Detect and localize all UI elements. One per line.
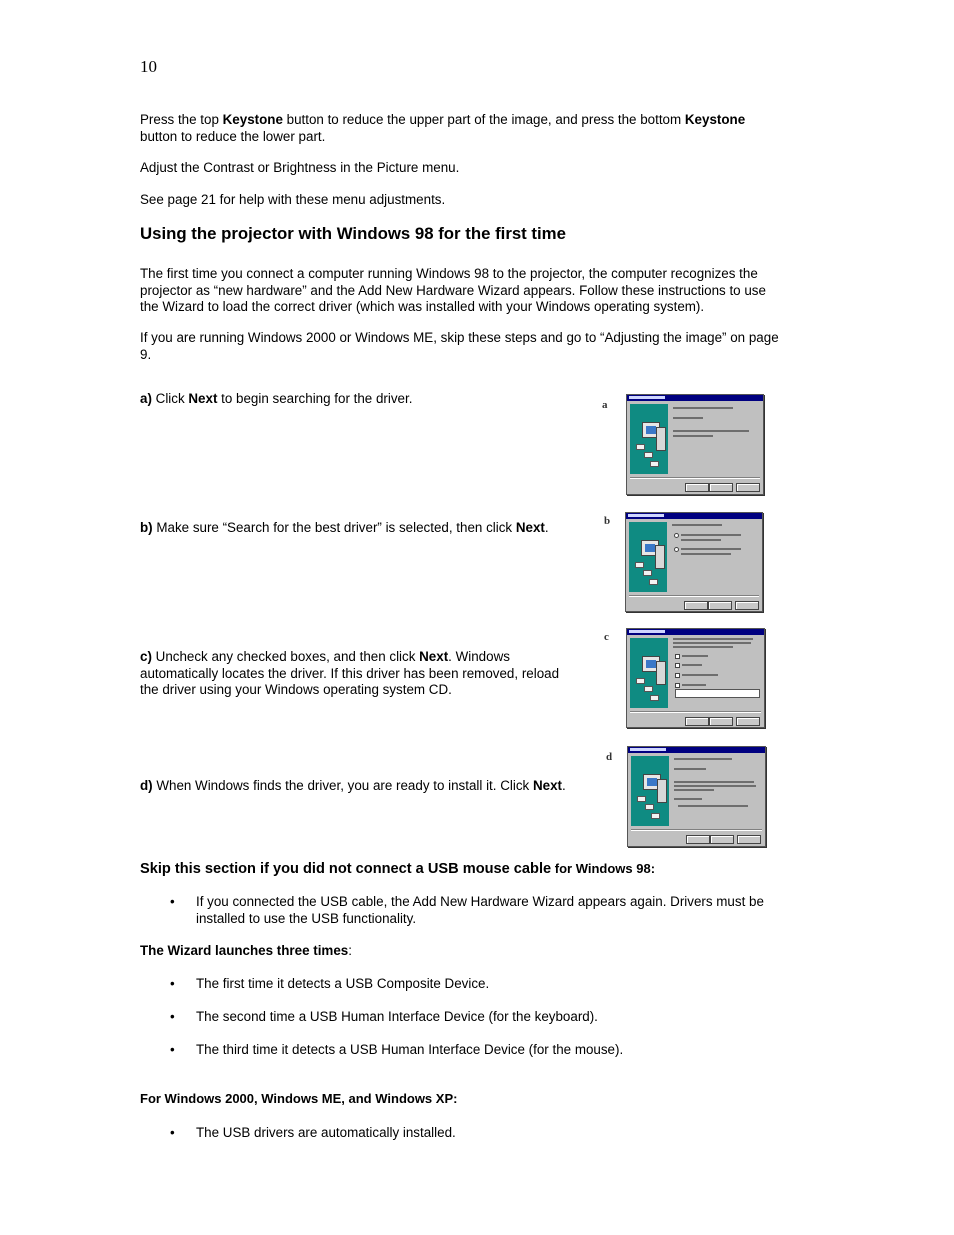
back-button: [685, 483, 709, 492]
step-c-line-3: the driver using your Windows operating system CD.: [140, 682, 452, 697]
cancel-button: [736, 717, 760, 726]
keystone-text-2: button to reduce the upper part of the image, and press the bottom: [282, 112, 685, 127]
wizard-title-bar: [627, 395, 763, 401]
step-d: [140, 778, 610, 795]
bullet-glyph: •: [170, 1042, 175, 1057]
tower-icon: [656, 661, 666, 685]
next-button: [710, 835, 734, 844]
cancel-button: [735, 601, 759, 610]
usb-bullet-text: [196, 894, 816, 927]
wizard-screenshot-b: [625, 512, 763, 612]
disk-icon: [635, 562, 644, 568]
step-d-text: When Windows finds the driver, you are ready to install it. Click: [152, 778, 533, 793]
step-c-line-2: automatically locates the driver. If this driver has been removed, reload: [140, 665, 560, 681]
disk-icon: [636, 678, 645, 684]
skip-note: [140, 330, 830, 363]
tower-icon: [655, 545, 665, 569]
back-button: [686, 835, 710, 844]
disk-icon: [649, 579, 658, 585]
step-c-label: c): [140, 649, 152, 664]
disk-icon: [650, 461, 659, 467]
figure-label-a: a: [602, 399, 608, 411]
keystone-text-3: button to reduce the lower part.: [140, 128, 326, 144]
wizard-side-panel: [630, 638, 668, 708]
figure-label-b: b: [604, 515, 611, 527]
figure-label-c: c: [604, 631, 609, 643]
tower-icon: [657, 779, 667, 803]
usb-bullet-line-1: If you connected the USB cable, the Add New Hardware Wizard appears again. Drivers must be: [196, 894, 764, 909]
wizard-bullet-3: The third time it detects a USB Human Interface Device (for the mouse).: [196, 1042, 624, 1057]
section-title: Using the projector with Windows 98 for the first time: [140, 224, 566, 243]
intro-line-1: The first time you connect a computer running Windows 98 to the projector, the computer recognizes the: [140, 266, 758, 281]
wizard-screenshot-d: [627, 746, 766, 847]
disk-icon: [637, 796, 646, 802]
win2000-bullet: The USB drivers are automatically installed.: [196, 1125, 456, 1140]
step-b-label: b): [140, 520, 153, 535]
wizard-side-panel: [630, 404, 668, 474]
skip-note-line-2: 9.: [140, 346, 152, 362]
disk-icon: [645, 804, 654, 810]
wizard-heading-bold: The Wizard launches three times: [140, 943, 349, 958]
wizard-title-bar: [628, 747, 765, 753]
disk-icon: [651, 813, 660, 819]
disk-icon: [650, 695, 659, 701]
usb-section-heading: [140, 860, 655, 878]
step-c-text-end: . Windows: [448, 649, 510, 664]
back-button: [685, 717, 709, 726]
tower-icon: [656, 427, 666, 451]
step-c-bold: Next: [419, 649, 449, 664]
wizard-title-bar: [626, 513, 762, 519]
step-b-text: Make sure “Search for the best driver” is selected, then click: [152, 520, 516, 535]
wizard-screenshot-c: [626, 628, 765, 728]
step-a-text: Click: [151, 391, 189, 406]
see-page-note: See page 21 for help with these menu adjustments.: [140, 192, 446, 207]
bullet-glyph: •: [170, 976, 175, 991]
intro-line-3: the Wizard to load the correct driver (which was installed with your Windows operating system).: [140, 299, 705, 314]
wizard-side-panel: [631, 756, 669, 826]
disk-icon: [644, 686, 653, 692]
next-button: [708, 601, 732, 610]
win2000-heading: For Windows 2000, Windows ME, and Windows XP:: [140, 1091, 458, 1106]
bullet-glyph: •: [170, 1009, 175, 1024]
bullet-glyph: •: [170, 894, 175, 909]
back-button: [684, 601, 708, 610]
page-number: 10: [140, 57, 157, 76]
step-a: [140, 391, 590, 408]
step-a-bold: Next: [188, 391, 218, 406]
step-b-text-end: .: [544, 520, 549, 535]
next-button: [709, 483, 733, 492]
disk-icon: [644, 452, 653, 458]
wizard-title-bar: [627, 629, 764, 635]
disk-icon: [643, 570, 652, 576]
intro-line-2: projector as “new hardware” and the Add New Hardware Wizard appears. Follow these instructions to use: [140, 282, 766, 298]
wizard-screenshot-a: [626, 394, 764, 495]
step-d-label: d): [140, 778, 153, 793]
keystone-text-1: Press the top: [140, 112, 223, 127]
cancel-button: [737, 835, 761, 844]
wizard-bullet-2: The second time a USB Human Interface Device (for the keyboard).: [196, 1009, 598, 1024]
keystone-bold-2: Keystone: [684, 112, 746, 127]
step-c-text: Uncheck any checked boxes, and then click: [151, 649, 420, 664]
step-d-bold: Next: [532, 778, 562, 793]
skip-note-line-1: If you are running Windows 2000 or Windows ME, skip these steps and go to “Adjusting the image” on page: [140, 330, 779, 345]
step-a-text-end: to begin searching for the driver.: [217, 391, 413, 406]
usb-bullet-line-2: installed to use the USB functionality.: [196, 910, 417, 926]
wizard-launches-heading: [140, 943, 352, 960]
usb-heading-tail: for Windows 98:: [551, 861, 656, 876]
intro-paragraph: [140, 266, 830, 316]
usb-heading-main: Skip this section if you did not connect a USB mouse cable: [140, 861, 552, 877]
step-b: [140, 520, 590, 537]
contrast-note: Adjust the Contrast or Brightness in the Picture menu.: [140, 160, 460, 175]
bullet-glyph: •: [170, 1125, 175, 1140]
wizard-side-panel: [629, 522, 667, 592]
keystone-paragraph: [140, 112, 810, 145]
keystone-bold-1: Keystone: [222, 112, 283, 127]
disk-icon: [636, 444, 645, 450]
step-d-text-end: .: [561, 778, 566, 793]
wizard-bullet-1: The first time it detects a USB Composite Device.: [196, 976, 490, 991]
next-button: [709, 717, 733, 726]
step-a-label: a): [140, 391, 152, 406]
wizard-heading-tail: :: [348, 943, 352, 958]
step-b-bold: Next: [515, 520, 545, 535]
figure-label-d: d: [606, 751, 613, 763]
step-c: [140, 649, 590, 699]
cancel-button: [736, 483, 760, 492]
